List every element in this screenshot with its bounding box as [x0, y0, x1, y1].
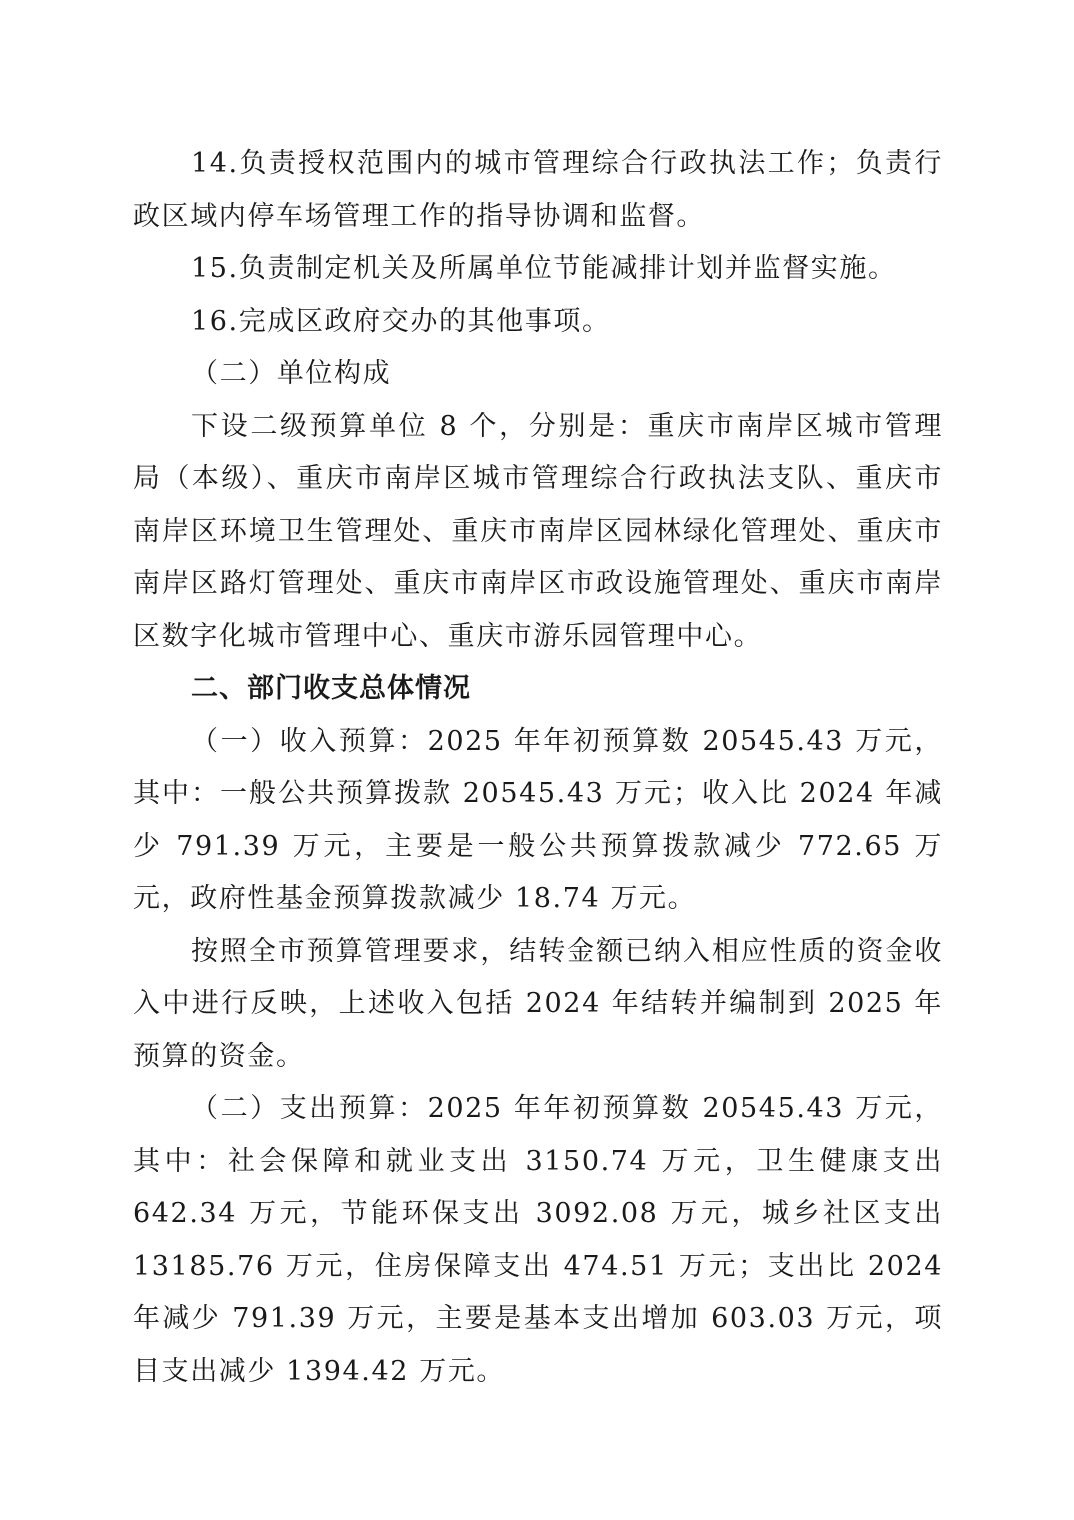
carryover-note-paragraph: 按照全市预算管理要求，结转金额已纳入相应性质的资金收入中进行反映，上述收入包括 2024 年结转并编制到 2025 年预算的资金。 — [133, 935, 943, 1072]
paragraph-item-16: 16.完成区政府交办的其他事项。 — [191, 305, 611, 337]
section-heading-revenue-expenditure: 二、部门收支总体情况 — [191, 673, 471, 704]
unit-composition-body: 下设二级预算单位 8 个，分别是：重庆市南岸区城市管理局（本级）、重庆市南岸区城市管理综合行政执法支队、重庆市南岸区环境卫生管理处、重庆市南岸区园林绿化管理处、重庆市南岸区路灯管理处、重庆市南岸区市政设施管理处、重庆市南岸区数字化城市管理中心、重庆市游乐园管理中心。 — [133, 410, 943, 652]
document-body — [133, 138, 943, 1398]
paragraph-item-14: 14.负责授权范围内的城市管理综合行政执法工作；负责行政区域内停车场管理工作的指导协调和监督。 — [133, 148, 943, 232]
paragraph-item-15: 15.负责制定机关及所属单位节能减排计划并监督实施。 — [191, 253, 897, 284]
unit-composition-heading: （二）单位构成 — [191, 358, 392, 389]
expense-budget-paragraph: （二）支出预算：2025 年年初预算数 20545.43 万元，其中：社会保障和就业支出 3150.74 万元，卫生健康支出 642.34 万元，节能环保支出 3092.08 万元，城乡社区支出 13185.76 万元，住房保障支出 474.51 万元；支出比 2024 年减少 791.39 万元，主要是基本支出增加 603.03 万元，项目支出减少 1394.42 万元。 — [133, 1093, 943, 1387]
income-budget-paragraph: （一）收入预算：2025 年年初预算数 20545.43 万元，其中：一般公共预算拨款 20545.43 万元；收入比 2024 年减少 791.39 万元，主要是一般公共预算拨款减少 772.65 万元，政府性基金预算拨款减少 18.74 万元。 — [133, 725, 943, 914]
